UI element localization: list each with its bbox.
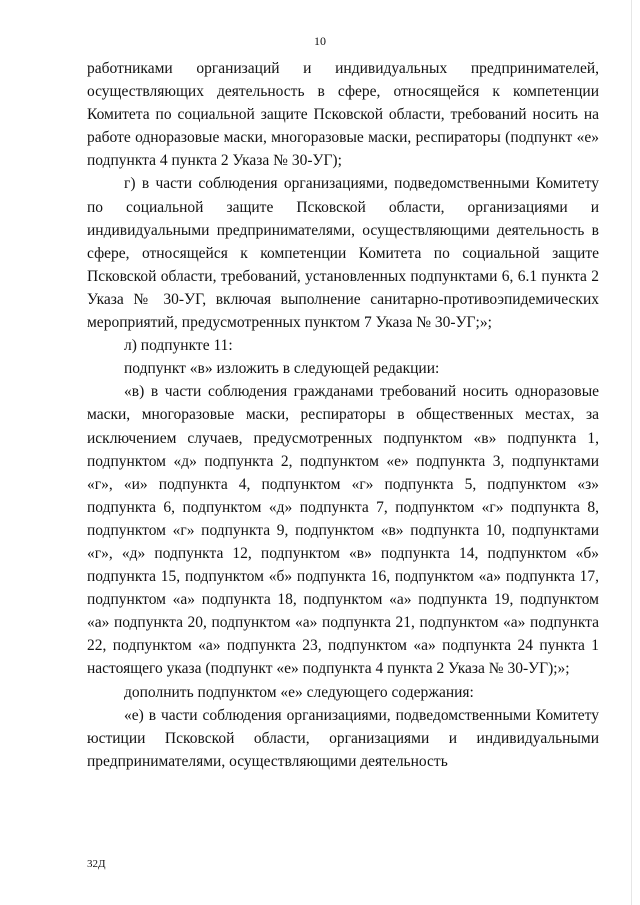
page-number: 10 — [314, 34, 326, 48]
paragraph-instruction-v: подпункт «в» изложить в следующей редакции: — [124, 360, 440, 378]
footer-code: 32Д — [87, 858, 106, 870]
scan-edge-line — [631, 0, 632, 905]
document-body — [87, 57, 599, 773]
paragraph-item-v: «в) в части соблюдения гражданами требований носить одноразовые маски, многоразовые маски, респираторы в общественных местах, за исключением случаев, предусмотренных подпунктом «в» подпункта 1, подпунктом «д» подпункта 2, подпунктом «е» подпункта 3, подпунктами «г», «и» подпункта 4, подпунктом «г» подпункта 5, подпунктом «з» подпункта 6, подпунктом «д» подпункта 7, подпунктом «г» подпункта 8, подпунктом «г» подпункта 9, подпунктом «в» подпункта 10, подпунктами «г», «д» подпункта 12, подпунктом «в» подпункта 14, подпунктом «б» подпункта 15, подпунктом «б» подпункта 16, подпунктом «а» подпункта 17, подпунктом «а» подпункта 18, подпунктом «а» подпункта 19, подпунктом «а» подпункта 20, подпунктом «а» подпункта 21, подпунктом «а» подпункта 22, подпунктом «а» подпункта 23, подпунктом «а» подпункта 24 пункта 1 настоящего указа (подпункт «е» подпункта 4 пункта 2 Указа № 30-УГ);»; — [87, 383, 599, 678]
paragraph-item-e: «е) в части соблюдения организациями, подведомственными Комитету юстиции Псковской области, организациями и индивидуальными предпринимателями, осуществляющими деятельность — [87, 706, 599, 770]
paragraph-item-l: л) подпункте 11: — [124, 337, 233, 355]
paragraph-item-g: г) в части соблюдения организациями, подведомственными Комитету по социальной защите Псковской области, организациями и индивидуальными предпринимателями, осуществляющими деятельность в сфере, относящейся к компетенции Комитета по социальной защите Псковской области, требований, установленных подпунктами 6, 6.1 пункта 2 Указа № 30-УГ, включая выполнение санитарно-противоэпидемических мероприятий, предусмотренных пунктом 7 Указа № 30-УГ;»; — [87, 175, 599, 332]
paragraph-continuation: работниками организаций и индивидуальных предпринимателей, осуществляющих деятельность в сфере, относящейся к компетенции Комитета по социальной защите Псковской области, требований носить на работе одноразовые маски, многоразовые маски, респираторы (подпункт «е» подпункта 4 пункта 2 Указа № 30-УГ); — [87, 60, 599, 170]
paragraph-instruction-e: дополнить подпунктом «е» следующего содержания: — [124, 683, 474, 701]
